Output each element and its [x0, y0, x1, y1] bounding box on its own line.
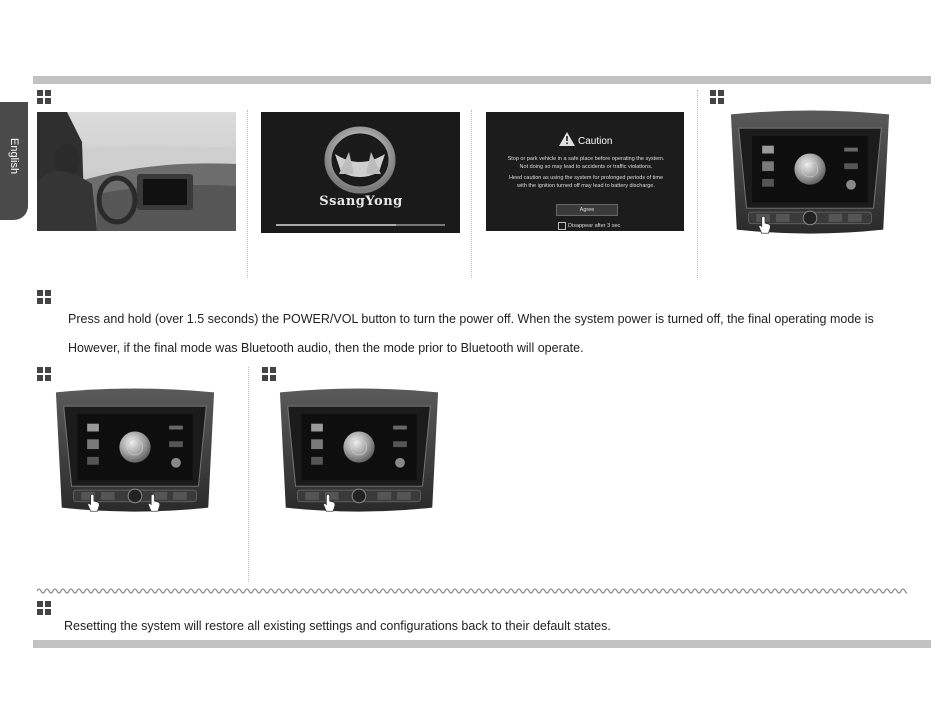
column-divider [248, 367, 249, 582]
driver-photo [37, 112, 236, 231]
agree-button[interactable]: Agree [556, 204, 618, 216]
wavy-separator [37, 586, 907, 596]
section-grid-icon [37, 601, 51, 615]
head-unit-power-on [727, 110, 893, 238]
caution-title: Caution [578, 136, 613, 147]
caution-line-4: with the ignition turned off may lead to battery discharge. [517, 183, 655, 189]
section-grid-icon [710, 90, 724, 104]
caution-line-1: Stop or park vehicle in a safe place before operating the system. [507, 156, 665, 162]
warning-triangle-icon [559, 132, 575, 146]
column-divider [697, 90, 698, 278]
language-tab[interactable] [0, 102, 28, 220]
section-grid-icon [37, 90, 51, 104]
language-tab-label: English [8, 138, 20, 175]
head-unit-reset-two-buttons [52, 388, 218, 516]
power-off-instruction: Press and hold (over 1.5 seconds) the POWER/VOL button to turn the power off. When the system power is turned off, the final operating mode is [68, 312, 874, 326]
column-divider [247, 110, 248, 278]
disappear-checkbox[interactable] [558, 222, 566, 230]
column-divider [471, 110, 472, 278]
caution-line-2: Not doing so may lead to accidents or traffic violations. [519, 164, 653, 170]
section-grid-icon [262, 367, 276, 381]
caution-screen [486, 112, 684, 231]
bluetooth-note: However, if the final mode was Bluetooth audio, then the mode prior to Bluetooth will operate. [68, 341, 584, 355]
reset-description: Resetting the system will restore all existing settings and configurations back to their default states. [64, 619, 611, 633]
section-grid-icon [37, 367, 51, 381]
bottom-divider-bar [33, 640, 931, 648]
boot-logo-text: SsangYong [319, 194, 403, 209]
section-grid-icon [37, 290, 51, 304]
disappear-label: Disappear after 3 sec [568, 223, 621, 229]
boot-logo-screen [261, 112, 460, 233]
head-unit-reset-one-button [276, 388, 442, 516]
caution-line-3: Heed caution as using the system for prolonged periods of time [508, 175, 664, 181]
top-divider-bar [33, 76, 931, 84]
